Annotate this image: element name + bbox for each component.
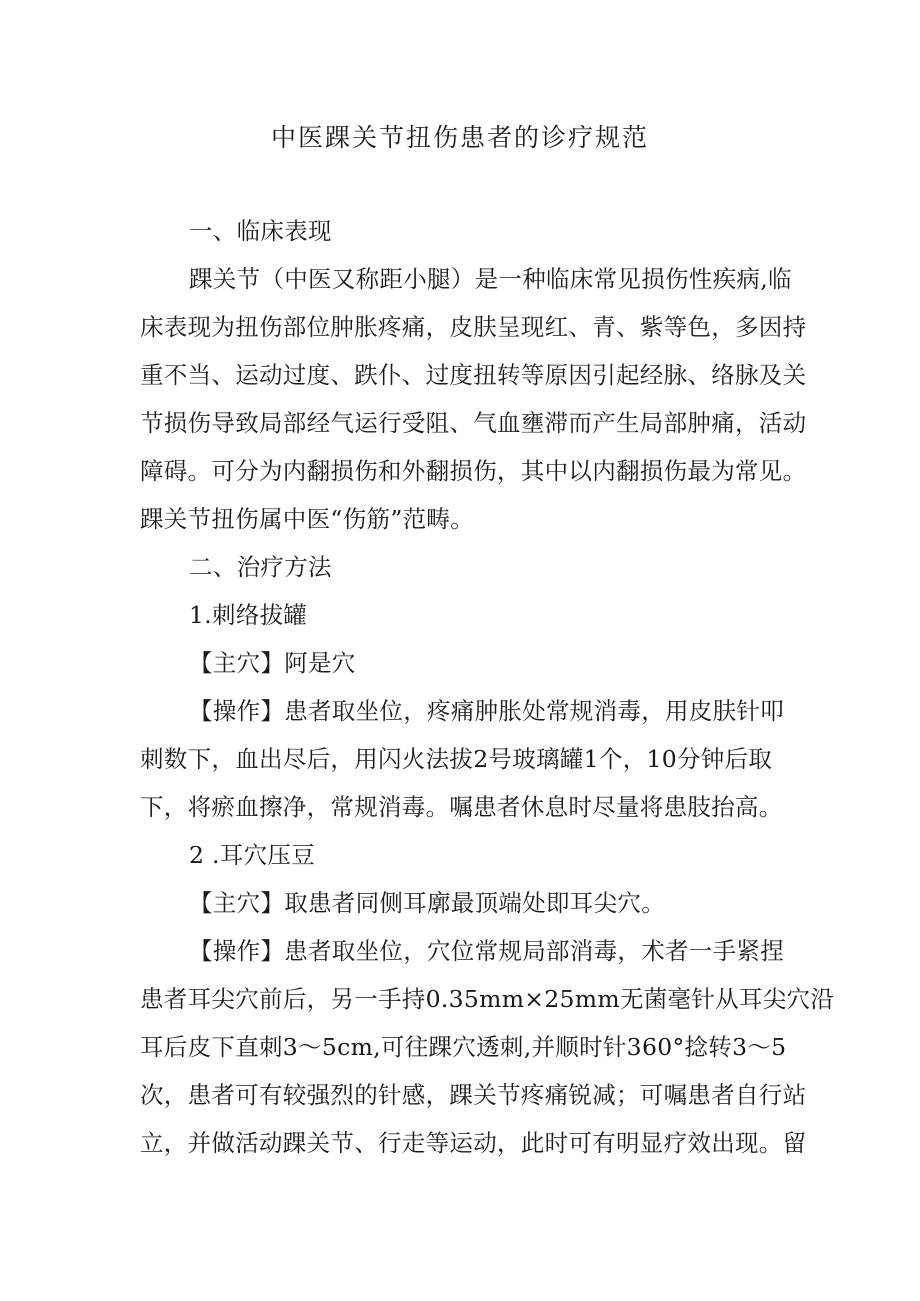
paragraph-line: 床表现为扭伤部位肿胀疼痛，皮肤呈现红、青、紫等色，多因持 (140, 313, 807, 341)
main-point-line: 【主穴】取患者同侧耳廓最顶端处即耳尖穴。 (189, 889, 665, 917)
paragraph-line: 患者耳尖穴前后，另一手持0.35mm×25mm无菌毫针从耳尖穴沿 (140, 985, 835, 1013)
heading-clinical: 一、临床表现 (189, 217, 332, 245)
paragraph-line: 重不当、运动过度、跌仆、过度扭转等原因引起经脉、络脉及关 (140, 361, 807, 389)
paragraph-line: 节损伤导致局部经气运行受阻、气血壅滞而产生局部肿痛，活动 (140, 409, 807, 437)
operation-line: 【操作】患者取坐位，穴位常规局部消毒，术者一手紧捏 (189, 937, 784, 965)
subheading-ear-seed: 2 .耳穴压豆 (189, 841, 315, 869)
paragraph-line: 刺数下，血出尽后，用闪火法拔2号玻璃罐1个，10分钟后取 (140, 745, 773, 773)
operation-line: 【操作】患者取坐位，疼痛肿胀处常规消毒，用皮肤针叩 (189, 697, 784, 725)
subheading-cupping: 1.刺络拔罐 (189, 601, 308, 629)
paragraph-line: 耳后皮下直刺3～5cm,可往踝穴透刺,并顺时针360°捻转3～5 (140, 1033, 787, 1061)
paragraph-line: 踝关节（中医又称距小腿）是一种临床常见损伤性疾病,临 (189, 265, 792, 293)
main-point-line: 【主穴】阿是穴 (189, 649, 356, 677)
heading-treatment: 二、治疗方法 (189, 553, 332, 581)
paragraph-line: 次，患者可有较强烈的针感，踝关节疼痛锐减；可嘱患者自行站 (140, 1081, 807, 1109)
paragraph-line: 立，并做活动踝关节、行走等运动，此时可有明显疗效出现。留 (140, 1129, 807, 1157)
paragraph-line: 下，将瘀血擦净，常规消毒。嘱患者休息时尽量将患肢抬高。 (140, 793, 783, 821)
paragraph-line: 踝关节扭伤属中医“伤筋”范畴。 (140, 505, 475, 533)
paragraph-line: 障碍。可分为内翻损伤和外翻损伤，其中以内翻损伤最为常见。 (140, 457, 807, 485)
document-title: 中医踝关节扭伤患者的诊疗规范 (270, 123, 649, 152)
